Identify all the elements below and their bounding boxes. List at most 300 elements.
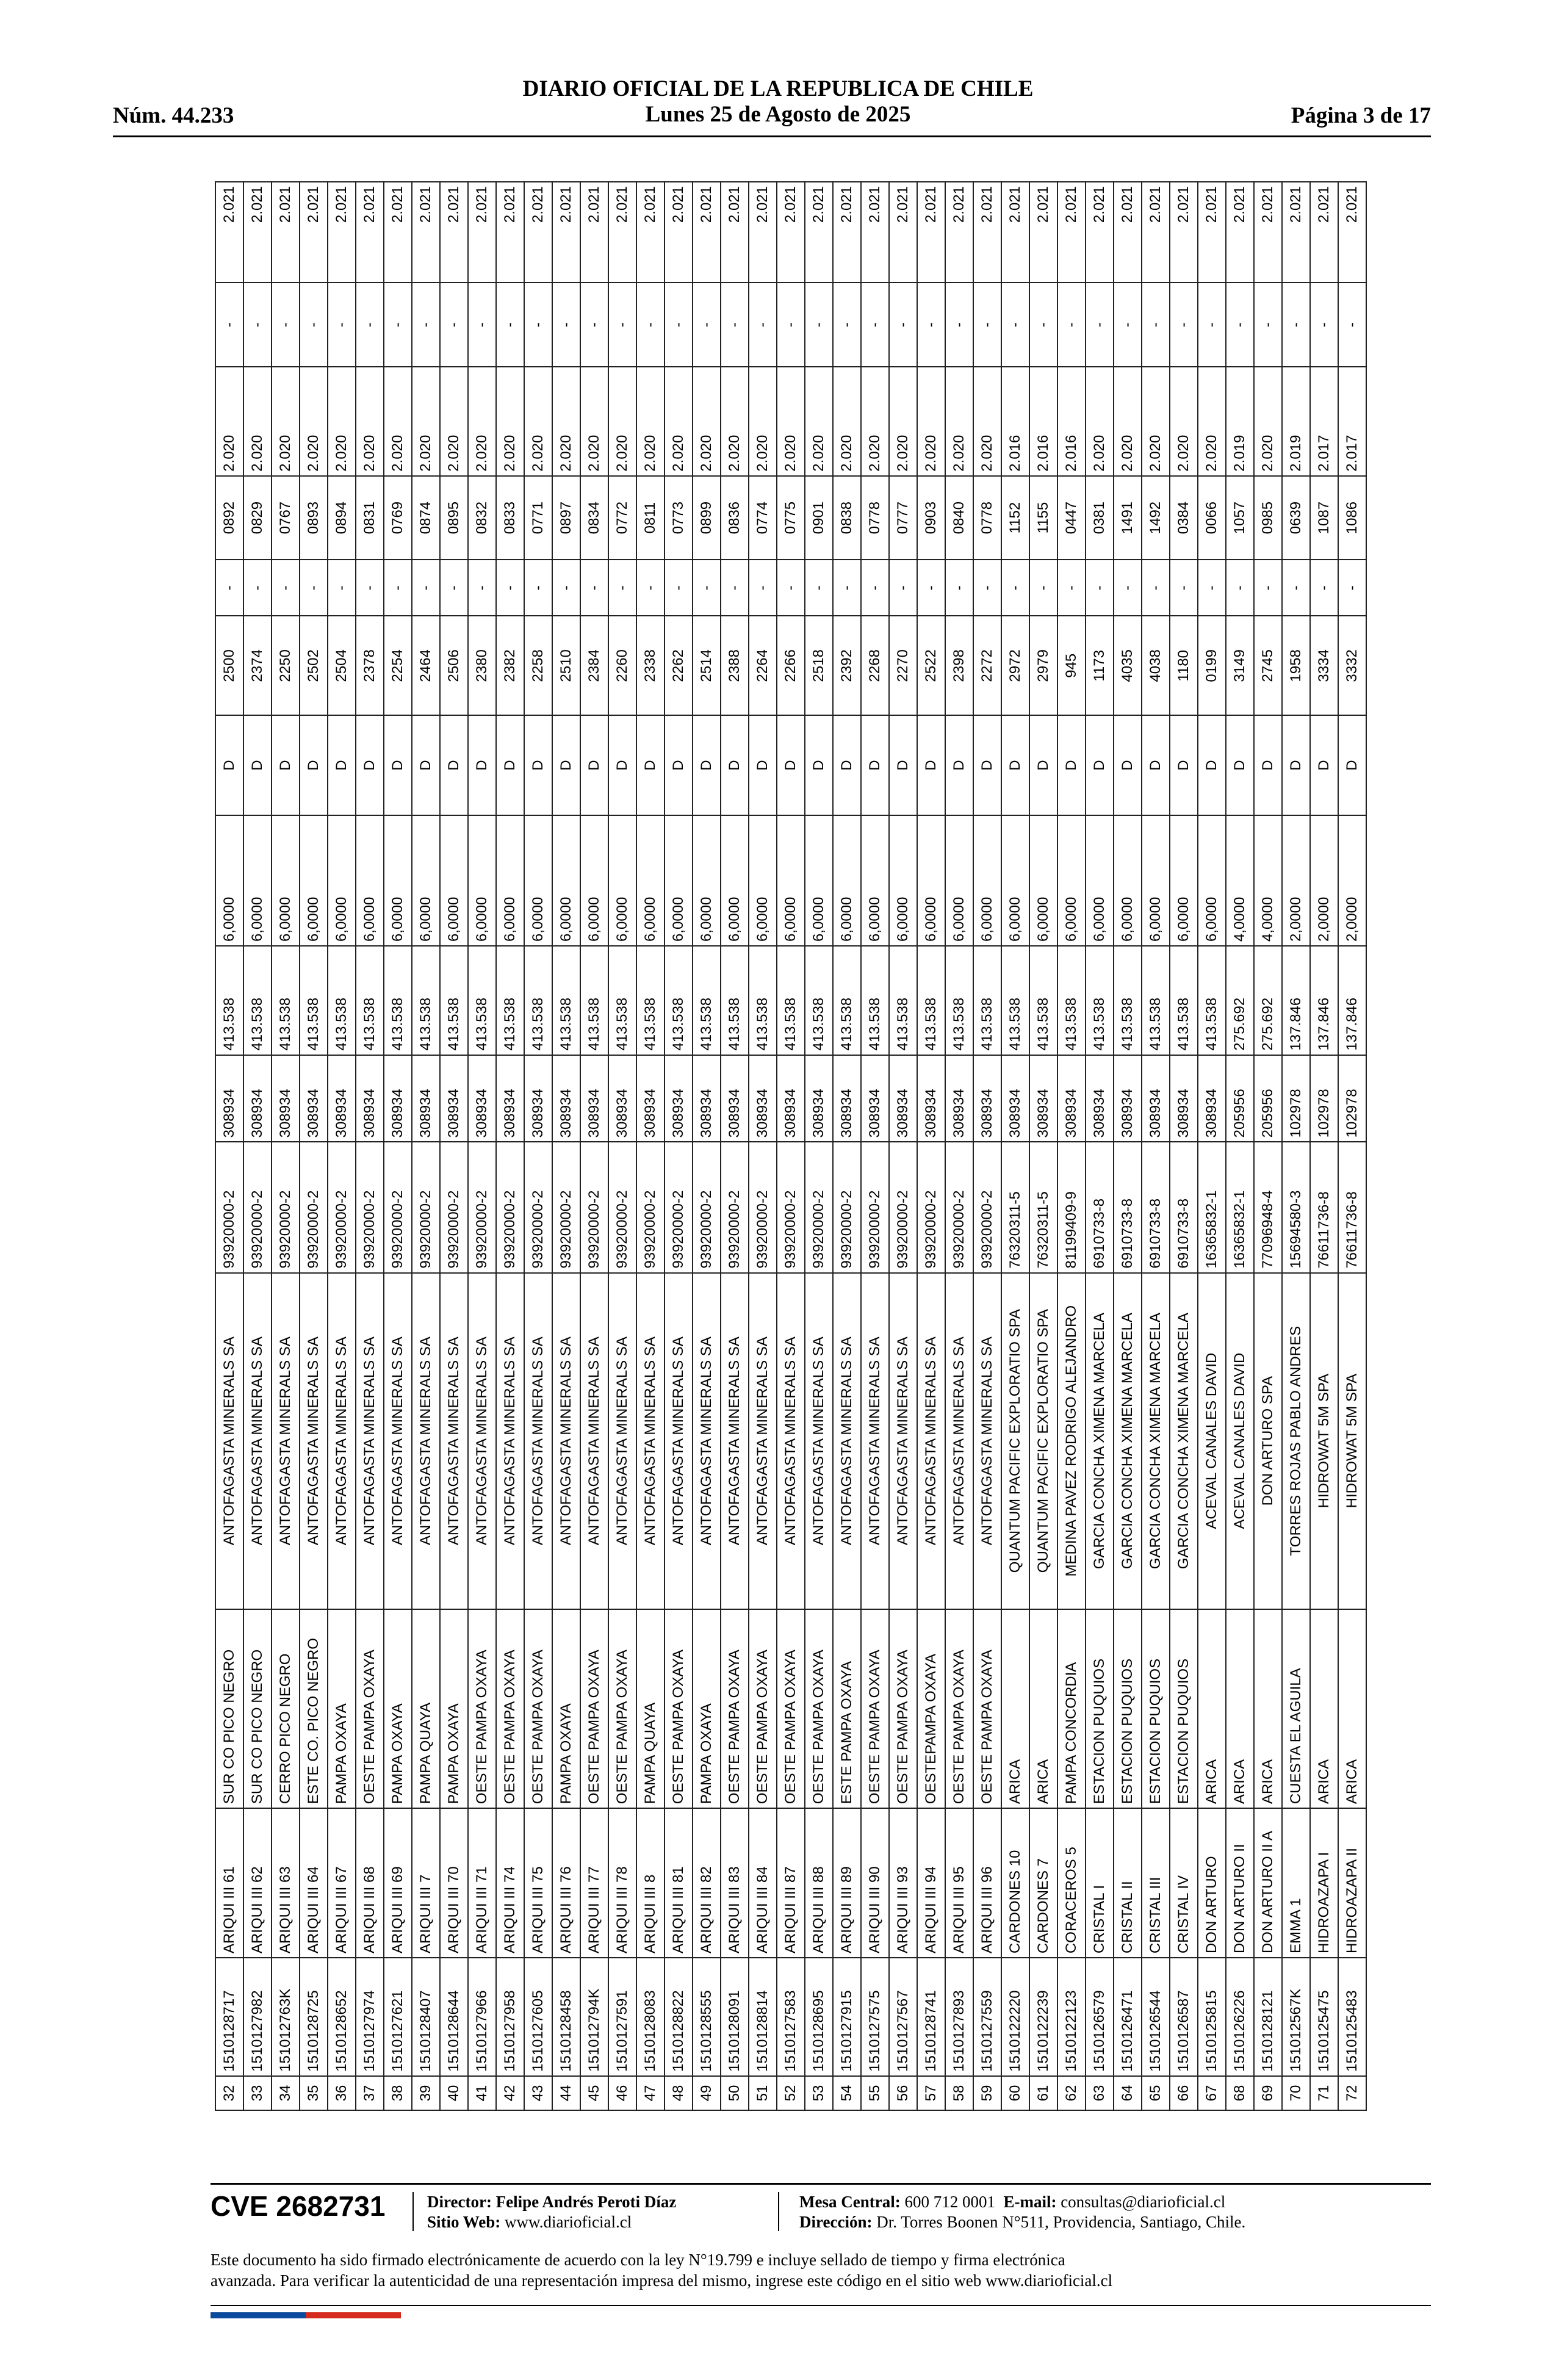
table-cell: 1510128725 xyxy=(300,1958,328,2076)
table-cell: 2745 xyxy=(1254,616,1282,715)
table-cell: 6,0000 xyxy=(833,815,861,946)
table-cell: ESTACION PUQUIOS xyxy=(1086,1609,1114,1809)
table-cell: 6,0000 xyxy=(580,815,608,946)
table-cell: 308934 xyxy=(440,1055,468,1142)
table-cell: 1173 xyxy=(1086,616,1114,715)
table-cell: 2.017 xyxy=(1338,367,1366,476)
table-cell: HIDROWAT 5M SPA xyxy=(1310,1273,1338,1609)
table-cell: - xyxy=(721,560,749,616)
table-cell: 2.020 xyxy=(805,367,833,476)
table-cell: 16365832-1 xyxy=(1198,1142,1226,1272)
table-cell: ANTOFAGASTA MINERALS SA xyxy=(384,1273,412,1609)
table-cell: 93920000-2 xyxy=(524,1142,552,1272)
table-cell: 308934 xyxy=(945,1055,973,1142)
table-cell: 1510128083 xyxy=(636,1958,665,2076)
table-cell: - xyxy=(440,560,468,616)
table-cell: ARIQUI III 82 xyxy=(693,1808,721,1958)
table-cell: - xyxy=(1057,283,1086,367)
table-cell: 2.020 xyxy=(861,367,889,476)
table-cell: ARIQUI III 94 xyxy=(917,1808,945,1958)
table-cell: 2388 xyxy=(721,616,749,715)
table-cell: 65 xyxy=(1142,2076,1170,2110)
table-row xyxy=(1282,182,1310,2110)
table-cell: ARIQUI III 64 xyxy=(300,1808,328,1958)
table-cell: 0985 xyxy=(1254,476,1282,560)
table-cell: 2.020 xyxy=(215,367,243,476)
table-cell: 64 xyxy=(1114,2076,1142,2110)
table-cell: 2.021 xyxy=(665,182,693,283)
mesa-phone: 600 712 0001 xyxy=(904,2193,995,2211)
table-cell: 1492 xyxy=(1142,476,1170,560)
table-cell: PAMPA OXAYA xyxy=(440,1609,468,1809)
table-cell: 308934 xyxy=(496,1055,524,1142)
footer-bottom-divider xyxy=(211,2305,1431,2306)
table-cell: CUESTA EL AGUILA xyxy=(1282,1609,1310,1809)
table-cell: OESTE PAMPA OXAYA xyxy=(861,1609,889,1809)
table-cell: 413.538 xyxy=(721,946,749,1055)
table-cell: 308934 xyxy=(1086,1055,1114,1142)
table-cell: 2.020 xyxy=(973,367,1001,476)
table-cell: OESTE PAMPA OXAYA xyxy=(805,1609,833,1809)
table-cell: 6,0000 xyxy=(1001,815,1029,946)
director-label: Director: xyxy=(427,2193,492,2211)
table-cell: OESTE PAMPA OXAYA xyxy=(524,1609,552,1809)
table-cell: 6,0000 xyxy=(693,815,721,946)
table-row xyxy=(328,182,356,2110)
table-cell: CERRO PICO NEGRO xyxy=(272,1609,300,1809)
table-cell: 6,0000 xyxy=(973,815,1001,946)
table-cell: ANTOFAGASTA MINERALS SA xyxy=(524,1273,552,1609)
table-cell: 50 xyxy=(721,2076,749,2110)
table-cell: 1510127559 xyxy=(973,1958,1001,2076)
table-cell: 2,0000 xyxy=(1310,815,1338,946)
table-cell: 3332 xyxy=(1338,616,1366,715)
table-cell: 0769 xyxy=(384,476,412,560)
table-cell: - xyxy=(861,283,889,367)
table-cell: CARDONES 7 xyxy=(1029,1808,1057,1958)
table-cell: 413.538 xyxy=(328,946,356,1055)
table-cell: PAMPA OXAYA xyxy=(328,1609,356,1809)
table-cell: ACEVAL CANALES DAVID xyxy=(1226,1273,1254,1609)
table-row xyxy=(1310,182,1338,2110)
table-cell: 2.016 xyxy=(1001,367,1029,476)
website-link[interactable]: www.diarioficial.cl xyxy=(505,2213,632,2231)
table-cell: ARIQUI III 70 xyxy=(440,1808,468,1958)
table-cell: 2.016 xyxy=(1029,367,1057,476)
table-cell: 413.538 xyxy=(749,946,777,1055)
table-cell: 1510128644 xyxy=(440,1958,468,2076)
table-cell: - xyxy=(608,283,636,367)
table-cell: 15694580-3 xyxy=(1282,1142,1310,1272)
table-cell: 413.538 xyxy=(917,946,945,1055)
table-cell: 413.538 xyxy=(608,946,636,1055)
table-cell: 4,0000 xyxy=(1226,815,1254,946)
table-cell: 308934 xyxy=(1029,1055,1057,1142)
table-cell: D xyxy=(496,716,524,815)
table-cell: HIDROAZAPA I xyxy=(1310,1808,1338,1958)
table-cell: ANTOFAGASTA MINERALS SA xyxy=(328,1273,356,1609)
table-cell: ARIQUI III 74 xyxy=(496,1808,524,1958)
table-cell: - xyxy=(889,283,917,367)
table-row xyxy=(1226,182,1254,2110)
table-cell: 413.538 xyxy=(1086,946,1114,1055)
table-cell: 6,0000 xyxy=(777,815,805,946)
table-cell: 0833 xyxy=(496,476,524,560)
table-cell: 1510128458 xyxy=(552,1958,580,2076)
table-cell: DON ARTURO xyxy=(1198,1808,1226,1958)
table-cell: - xyxy=(1254,283,1282,367)
table-cell: PAMPA QUAYA xyxy=(636,1609,665,1809)
table-cell: 308934 xyxy=(1142,1055,1170,1142)
table-row xyxy=(272,182,300,2110)
table-cell: - xyxy=(889,560,917,616)
table-cell: 6,0000 xyxy=(1198,815,1226,946)
table-cell: 93920000-2 xyxy=(636,1142,665,1272)
table-cell: - xyxy=(1198,283,1226,367)
table-cell: 308934 xyxy=(272,1055,300,1142)
table-cell: 1155 xyxy=(1029,476,1057,560)
table-cell: D xyxy=(440,716,468,815)
table-cell: 40 xyxy=(440,2076,468,2110)
table-cell: 2338 xyxy=(636,616,665,715)
footer-separator xyxy=(412,2192,414,2231)
table-cell: ARIQUI III 88 xyxy=(805,1808,833,1958)
table-row xyxy=(412,182,440,2110)
table-cell: PAMPA CONCORDIA xyxy=(1057,1609,1086,1809)
table-cell: 1510126471 xyxy=(1114,1958,1142,2076)
table-cell: 2.020 xyxy=(356,367,384,476)
table-cell: - xyxy=(1170,283,1198,367)
table-cell: 2.021 xyxy=(1029,182,1057,283)
table-cell: 413.538 xyxy=(1029,946,1057,1055)
table-row xyxy=(1001,182,1029,2110)
table-row xyxy=(384,182,412,2110)
table-cell: 413.538 xyxy=(272,946,300,1055)
table-cell: 2.021 xyxy=(1254,182,1282,283)
table-cell: OESTE PAMPA OXAYA xyxy=(496,1609,524,1809)
table-cell: 2.020 xyxy=(608,367,636,476)
table-cell: 2.020 xyxy=(833,367,861,476)
newspaper-name: DIARIO OFICIAL DE LA REPUBLICA DE CHILE xyxy=(522,76,1034,101)
table-cell: 2.020 xyxy=(636,367,665,476)
table-cell: 0778 xyxy=(861,476,889,560)
table-cell: D xyxy=(356,716,384,815)
table-row xyxy=(693,182,721,2110)
table-cell: 308934 xyxy=(468,1055,496,1142)
table-cell: - xyxy=(1029,283,1057,367)
table-cell: 66 xyxy=(1170,2076,1198,2110)
table-cell: 1510127605 xyxy=(524,1958,552,2076)
table-cell: ARIQUI III 68 xyxy=(356,1808,384,1958)
table-cell: 93920000-2 xyxy=(833,1142,861,1272)
table-cell: 93920000-2 xyxy=(328,1142,356,1272)
table-cell: 0903 xyxy=(917,476,945,560)
table-cell: 2.021 xyxy=(328,182,356,283)
table-cell: - xyxy=(1254,560,1282,616)
table-cell: ANTOFAGASTA MINERALS SA xyxy=(215,1273,243,1609)
table-cell: - xyxy=(1086,283,1114,367)
table-cell: 1510127915 xyxy=(833,1958,861,2076)
table-cell: 1510128555 xyxy=(693,1958,721,2076)
table-cell: ARIQUI III 89 xyxy=(833,1808,861,1958)
table-cell: 1510127567 xyxy=(889,1958,917,2076)
table-cell: 205956 xyxy=(1254,1055,1282,1142)
table-cell: 2.021 xyxy=(749,182,777,283)
contact-block xyxy=(799,2192,1245,2232)
table-cell: 4035 xyxy=(1114,616,1142,715)
table-row xyxy=(861,182,889,2110)
table-cell: 308934 xyxy=(328,1055,356,1142)
table-cell: ACEVAL CANALES DAVID xyxy=(1198,1273,1226,1609)
table-cell: - xyxy=(356,283,384,367)
table-cell: 44 xyxy=(552,2076,580,2110)
table-cell: - xyxy=(805,283,833,367)
table-cell: ANTOFAGASTA MINERALS SA xyxy=(665,1273,693,1609)
table-cell: 1510122123 xyxy=(1057,1958,1086,2076)
table-cell: - xyxy=(524,560,552,616)
table-cell: ANTOFAGASTA MINERALS SA xyxy=(721,1273,749,1609)
table-cell: 2392 xyxy=(833,616,861,715)
table-cell: 0838 xyxy=(833,476,861,560)
table-cell: 0897 xyxy=(552,476,580,560)
table-cell: 93920000-2 xyxy=(665,1142,693,1272)
table-cell: D xyxy=(552,716,580,815)
table-cell: ANTOFAGASTA MINERALS SA xyxy=(749,1273,777,1609)
table-cell: 1510126579 xyxy=(1086,1958,1114,2076)
table-cell: 0384 xyxy=(1170,476,1198,560)
table-cell: 93920000-2 xyxy=(917,1142,945,1272)
table-cell: 2,0000 xyxy=(1282,815,1310,946)
table-cell: ANTOFAGASTA MINERALS SA xyxy=(693,1273,721,1609)
table-cell: OESTE PAMPA OXAYA xyxy=(608,1609,636,1809)
table-cell: 67 xyxy=(1198,2076,1226,2110)
table-cell: OESTE PAMPA OXAYA xyxy=(777,1609,805,1809)
table-cell: 6,0000 xyxy=(243,815,272,946)
table-cell: 1180 xyxy=(1170,616,1198,715)
table-cell: 413.538 xyxy=(215,946,243,1055)
table-cell: - xyxy=(1142,283,1170,367)
table-cell: 2,0000 xyxy=(1338,815,1366,946)
table-cell: 93920000-2 xyxy=(945,1142,973,1272)
table-cell: 93920000-2 xyxy=(693,1142,721,1272)
table-cell: ARIQUI III 67 xyxy=(328,1808,356,1958)
table-cell: 2.020 xyxy=(693,367,721,476)
table-cell: CORACEROS 5 xyxy=(1057,1808,1086,1958)
table-cell: 2.021 xyxy=(889,182,917,283)
table-cell: 6,0000 xyxy=(861,815,889,946)
table-cell: 308934 xyxy=(749,1055,777,1142)
table-cell: 2502 xyxy=(300,616,328,715)
chile-flag-stripe xyxy=(211,2312,401,2318)
table-cell: 102978 xyxy=(1282,1055,1310,1142)
table-cell: ANTOFAGASTA MINERALS SA xyxy=(440,1273,468,1609)
table-cell: 2.021 xyxy=(356,182,384,283)
table-cell: 6,0000 xyxy=(300,815,328,946)
table-cell: 1510127621 xyxy=(384,1958,412,2076)
table-cell: ARICA xyxy=(1254,1609,1282,1809)
table-cell: 275.692 xyxy=(1254,946,1282,1055)
table-cell: 413.538 xyxy=(496,946,524,1055)
table-cell: - xyxy=(945,560,973,616)
table-cell: 93920000-2 xyxy=(356,1142,384,1272)
table-cell: 56 xyxy=(889,2076,917,2110)
address-value: Dr. Torres Boonen N°511, Providencia, Santiago, Chile. xyxy=(876,2213,1246,2231)
table-row xyxy=(749,182,777,2110)
table-cell: D xyxy=(1198,716,1226,815)
table-cell: 38 xyxy=(384,2076,412,2110)
table-cell: 413.538 xyxy=(440,946,468,1055)
table-cell: 6,0000 xyxy=(805,815,833,946)
table-cell: 308934 xyxy=(356,1055,384,1142)
table-cell: 6910733-8 xyxy=(1170,1142,1198,1272)
table-cell: 93920000-2 xyxy=(805,1142,833,1272)
table-cell: 1510128091 xyxy=(721,1958,749,2076)
table-cell: - xyxy=(272,283,300,367)
table-cell: 2.020 xyxy=(468,367,496,476)
table-cell: ANTOFAGASTA MINERALS SA xyxy=(272,1273,300,1609)
table-cell: 137.846 xyxy=(1338,946,1366,1055)
table-cell: 2.019 xyxy=(1226,367,1254,476)
table-cell: 41 xyxy=(468,2076,496,2110)
table-cell: - xyxy=(1310,283,1338,367)
table-cell: 1510125815 xyxy=(1198,1958,1226,2076)
table-cell: - xyxy=(1310,560,1338,616)
table-cell: 0639 xyxy=(1282,476,1310,560)
table-cell: CRISTAL I xyxy=(1086,1808,1114,1958)
table-cell: 6,0000 xyxy=(721,815,749,946)
table-cell: 93920000-2 xyxy=(608,1142,636,1272)
table-cell: 0066 xyxy=(1198,476,1226,560)
table-cell: ANTOFAGASTA MINERALS SA xyxy=(861,1273,889,1609)
table-cell: 2266 xyxy=(777,616,805,715)
table-cell: CRISTAL III xyxy=(1142,1808,1170,1958)
table-cell: 93920000-2 xyxy=(468,1142,496,1272)
table-cell: ARIQUI III 87 xyxy=(777,1808,805,1958)
table-cell: 1510126226 xyxy=(1226,1958,1254,2076)
table-cell: 2500 xyxy=(215,616,243,715)
table-cell: 93920000-2 xyxy=(215,1142,243,1272)
table-cell: 2250 xyxy=(272,616,300,715)
table-cell: 308934 xyxy=(215,1055,243,1142)
table-cell: 0381 xyxy=(1086,476,1114,560)
table-cell: OESTE PAMPA OXAYA xyxy=(580,1609,608,1809)
table-cell: ARIQUI III 90 xyxy=(861,1808,889,1958)
table-cell: 93920000-2 xyxy=(580,1142,608,1272)
table-cell: - xyxy=(973,560,1001,616)
table-cell: 308934 xyxy=(805,1055,833,1142)
table-cell: 2.021 xyxy=(1226,182,1254,283)
rotated-table-container xyxy=(215,181,1360,2111)
legal-line-1: Este documento ha sido firmado electrónicamente de acuerdo con la ley N°19.799 e incluye sellado de tiempo y firma electrónica xyxy=(211,2251,1065,2269)
table-cell: ARIQUI III 76 xyxy=(552,1808,580,1958)
table-cell: OESTE PAMPA OXAYA xyxy=(749,1609,777,1809)
table-cell: 1510122220 xyxy=(1001,1958,1029,2076)
table-cell: - xyxy=(721,283,749,367)
table-cell: ARIQUI III 61 xyxy=(215,1808,243,1958)
table-cell: 54 xyxy=(833,2076,861,2110)
table-cell: - xyxy=(496,560,524,616)
table-cell: 61 xyxy=(1029,2076,1057,2110)
table-cell: 2.021 xyxy=(524,182,552,283)
table-cell: ESTE CO. PICO NEGRO xyxy=(300,1609,328,1809)
table-cell: 0777 xyxy=(889,476,917,560)
table-cell: 81199409-9 xyxy=(1057,1142,1086,1272)
table-cell: 76320311-5 xyxy=(1029,1142,1057,1272)
table-cell: ARIQUI III 8 xyxy=(636,1808,665,1958)
table-row xyxy=(721,182,749,2110)
table-cell: OESTE PAMPA OXAYA xyxy=(973,1609,1001,1809)
table-cell: 6,0000 xyxy=(272,815,300,946)
table-cell: 2.021 xyxy=(580,182,608,283)
table-cell: 308934 xyxy=(861,1055,889,1142)
table-cell: - xyxy=(636,560,665,616)
table-cell: - xyxy=(1226,560,1254,616)
table-cell: 413.538 xyxy=(412,946,440,1055)
table-cell: 39 xyxy=(412,2076,440,2110)
table-cell: QUANTUM PACIFIC EXPLORATIO SPA xyxy=(1001,1273,1029,1609)
table-cell: ARICA xyxy=(1310,1609,1338,1809)
table-cell: - xyxy=(917,283,945,367)
table-cell: - xyxy=(1001,283,1029,367)
table-cell: 46 xyxy=(608,2076,636,2110)
table-cell: - xyxy=(1226,283,1254,367)
table-cell: 1510127893 xyxy=(945,1958,973,2076)
table-cell: GARCIA CONCHA XIMENA MARCELA xyxy=(1142,1273,1170,1609)
table-cell: 35 xyxy=(300,2076,328,2110)
table-cell: 0895 xyxy=(440,476,468,560)
table-cell: - xyxy=(328,283,356,367)
table-cell: GARCIA CONCHA XIMENA MARCELA xyxy=(1086,1273,1114,1609)
table-cell: 413.538 xyxy=(1198,946,1226,1055)
table-cell: 0829 xyxy=(243,476,272,560)
table-cell: 2.021 xyxy=(721,182,749,283)
table-cell: 2.021 xyxy=(1198,182,1226,283)
table-row xyxy=(1170,182,1198,2110)
table-cell: 2.017 xyxy=(1310,367,1338,476)
table-cell: D xyxy=(524,716,552,815)
table-row xyxy=(580,182,608,2110)
table-cell: 2374 xyxy=(243,616,272,715)
address-label: Dirección: xyxy=(799,2213,873,2231)
table-cell: SUR CO PICO NEGRO xyxy=(243,1609,272,1809)
email-link[interactable]: consultas@diarioficial.cl xyxy=(1061,2193,1226,2211)
table-cell: D xyxy=(215,716,243,815)
table-cell: 2.021 xyxy=(272,182,300,283)
table-cell: 51 xyxy=(749,2076,777,2110)
table-cell: 1510128695 xyxy=(805,1958,833,2076)
table-cell: - xyxy=(412,283,440,367)
table-cell: D xyxy=(1086,716,1114,815)
table-cell: D xyxy=(1310,716,1338,815)
table-cell: - xyxy=(496,283,524,367)
table-cell: 413.538 xyxy=(468,946,496,1055)
table-cell: 52 xyxy=(777,2076,805,2110)
table-cell: DON ARTURO II xyxy=(1226,1808,1254,1958)
table-cell: - xyxy=(468,283,496,367)
table-cell: 76320311-5 xyxy=(1001,1142,1029,1272)
table-cell: ESTACION PUQUIOS xyxy=(1114,1609,1142,1809)
table-cell: GARCIA CONCHA XIMENA MARCELA xyxy=(1114,1273,1142,1609)
table-cell: 69 xyxy=(1254,2076,1282,2110)
table-cell: - xyxy=(693,560,721,616)
table-cell: 1510125475 xyxy=(1310,1958,1338,2076)
table-cell: 2.021 xyxy=(496,182,524,283)
table-cell: 308934 xyxy=(1198,1055,1226,1142)
table-cell: 6,0000 xyxy=(356,815,384,946)
table-cell: 55 xyxy=(861,2076,889,2110)
table-cell: 2.021 xyxy=(1310,182,1338,283)
table-cell: 0774 xyxy=(749,476,777,560)
